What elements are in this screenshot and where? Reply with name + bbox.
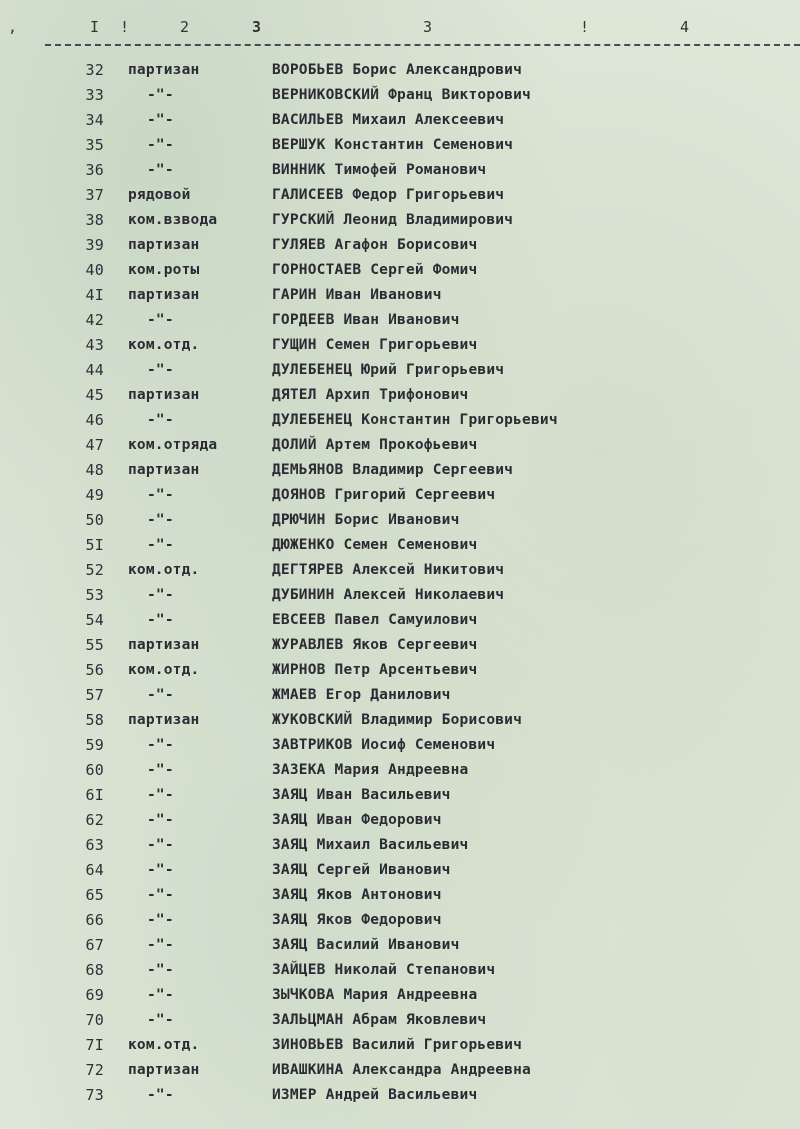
row-rank: ком.взвода [128, 212, 218, 228]
row-number: 45 [85, 386, 104, 404]
list-row [0, 983, 800, 1008]
row-rank: партизан [128, 1062, 200, 1078]
row-rank: -"- [147, 687, 174, 703]
list-row [0, 658, 800, 683]
row-full-name: ЗАЯЦ Яков Федорович [272, 912, 442, 928]
row-number: 70 [85, 1011, 104, 1029]
header-separator-3: ! [580, 18, 590, 36]
list-row [0, 383, 800, 408]
list-row [0, 233, 800, 258]
row-number: 68 [85, 961, 104, 979]
row-full-name: ЕВСЕЕВ Павел Самуилович [272, 612, 478, 628]
row-rank: -"- [147, 512, 174, 528]
list-row [0, 208, 800, 233]
row-number: 72 [85, 1061, 104, 1079]
list-row [0, 708, 800, 733]
row-number: 65 [85, 886, 104, 904]
row-rank: -"- [147, 362, 174, 378]
row-rank: -"- [147, 412, 174, 428]
list-row [0, 1083, 800, 1108]
header-separator-1: ! [120, 18, 130, 36]
list-row [0, 483, 800, 508]
list-row [0, 533, 800, 558]
row-full-name: ЖИРНОВ Петр Арсентьевич [272, 662, 478, 678]
row-number: 66 [85, 911, 104, 929]
row-full-name: ЗАЛЬЦМАН Абрам Яковлевич [272, 1012, 487, 1028]
row-full-name: ЗАЯЦ Яков Антонович [272, 887, 442, 903]
header-col-2: 2 [180, 18, 190, 36]
row-number: 48 [85, 461, 104, 479]
row-number: 37 [85, 186, 104, 204]
row-rank: -"- [147, 762, 174, 778]
list-row [0, 583, 800, 608]
row-full-name: ЖУРАВЛЕВ Яков Сергеевич [272, 637, 478, 653]
row-full-name: ЖУКОВСКИЙ Владимир Борисович [272, 712, 523, 728]
row-number: 47 [85, 436, 104, 454]
list-row [0, 833, 800, 858]
row-number: 44 [85, 361, 104, 379]
list-row [0, 408, 800, 433]
row-number: 60 [85, 761, 104, 779]
row-number: 32 [85, 61, 104, 79]
row-rank: -"- [147, 137, 174, 153]
row-rank: -"- [147, 837, 174, 853]
header-col-4: 4 [680, 18, 690, 36]
list-row [0, 358, 800, 383]
row-number: 57 [85, 686, 104, 704]
list-row [0, 1033, 800, 1058]
list-row [0, 333, 800, 358]
row-full-name: ЗАЯЦ Сергей Иванович [272, 862, 451, 878]
row-number: 7I [85, 1036, 104, 1054]
row-full-name: ЗАВТРИКОВ Иосиф Семенович [272, 737, 496, 753]
row-number: 73 [85, 1086, 104, 1104]
row-rank: -"- [147, 312, 174, 328]
list-row [0, 1008, 800, 1033]
row-full-name: ВЕРНИКОВСКИЙ Франц Викторович [272, 87, 531, 103]
row-full-name: ЗАЯЦ Иван Васильевич [272, 787, 451, 803]
row-rank: -"- [147, 112, 174, 128]
row-rank: -"- [147, 812, 174, 828]
list-row [0, 758, 800, 783]
row-rank: партизан [128, 62, 200, 78]
list-row [0, 858, 800, 883]
row-full-name: ДЮЖЕНКО Семен Семенович [272, 537, 478, 553]
row-number: 36 [85, 161, 104, 179]
row-rank: -"- [147, 1087, 174, 1103]
row-full-name: ЗАЙЦЕВ Николай Степанович [272, 962, 496, 978]
list-row [0, 633, 800, 658]
row-number: 42 [85, 311, 104, 329]
row-number: 54 [85, 611, 104, 629]
row-number: 43 [85, 336, 104, 354]
row-rank: -"- [147, 887, 174, 903]
list-row [0, 608, 800, 633]
list-row [0, 558, 800, 583]
row-rank: ком.отряда [128, 437, 218, 453]
list-row [0, 783, 800, 808]
row-rank: -"- [147, 962, 174, 978]
row-rank: -"- [147, 1012, 174, 1028]
row-number: 55 [85, 636, 104, 654]
row-full-name: ДРЮЧИН Борис Иванович [272, 512, 460, 528]
row-full-name: ДУЛЕБЕНЕЦ Константин Григорьевич [272, 412, 558, 428]
header-col-1: I [90, 18, 100, 36]
column-header [0, 0, 800, 50]
row-full-name: ГОРДЕЕВ Иван Иванович [272, 312, 460, 328]
row-rank: ком.роты [128, 262, 200, 278]
row-full-name: ЗАЗЕКА Мария Андреевна [272, 762, 469, 778]
row-full-name: ГУРСКИЙ Леонид Владимирович [272, 212, 514, 228]
row-number: 35 [85, 136, 104, 154]
row-full-name: ЗАЯЦ Василий Иванович [272, 937, 460, 953]
row-full-name: ГОРНОСТАЕВ Сергей Фомич [272, 262, 478, 278]
row-rank: -"- [147, 787, 174, 803]
list-row [0, 458, 800, 483]
row-rank: ком.отд. [128, 1037, 200, 1053]
list-row [0, 908, 800, 933]
row-full-name: ЗИНОВЬЕВ Василий Григорьевич [272, 1037, 523, 1053]
row-full-name: ВОРОБЬЕВ Борис Александрович [272, 62, 523, 78]
list-row [0, 283, 800, 308]
row-rank: -"- [147, 987, 174, 1003]
row-rank: -"- [147, 162, 174, 178]
row-number: 38 [85, 211, 104, 229]
list-row [0, 83, 800, 108]
header-mark: , [8, 18, 18, 36]
list-row [0, 808, 800, 833]
list-row [0, 258, 800, 283]
list-row [0, 158, 800, 183]
row-full-name: ГАЛИСЕЕВ Федор Григорьевич [272, 187, 505, 203]
list-row [0, 933, 800, 958]
row-full-name: ИЗМЕР Андрей Васильевич [272, 1087, 478, 1103]
list-row [0, 308, 800, 333]
row-rank: партизан [128, 287, 200, 303]
list-row [0, 683, 800, 708]
list-row [0, 183, 800, 208]
row-number: 52 [85, 561, 104, 579]
row-rank: -"- [147, 537, 174, 553]
row-rank: партизан [128, 637, 200, 653]
row-full-name: ВАСИЛЬЕВ Михаил Алексеевич [272, 112, 505, 128]
row-number: 6I [85, 786, 104, 804]
row-full-name: ЖМАЕВ Егор Данилович [272, 687, 451, 703]
list-row [0, 733, 800, 758]
row-number: 33 [85, 86, 104, 104]
row-full-name: ДУЛЕБЕНЕЦ Юрий Григорьевич [272, 362, 505, 378]
row-number: 67 [85, 936, 104, 954]
row-number: 59 [85, 736, 104, 754]
list-row [0, 958, 800, 983]
row-full-name: ДОЯНОВ Григорий Сергеевич [272, 487, 496, 503]
row-rank: партизан [128, 387, 200, 403]
row-rank: -"- [147, 737, 174, 753]
row-rank: -"- [147, 87, 174, 103]
row-number: 49 [85, 486, 104, 504]
row-full-name: ДЕГТЯРЕВ Алексей Никитович [272, 562, 505, 578]
row-number: 63 [85, 836, 104, 854]
row-full-name: ДОЛИЙ Артем Прокофьевич [272, 437, 478, 453]
personnel-list [0, 58, 800, 1108]
list-row [0, 58, 800, 83]
row-number: 39 [85, 236, 104, 254]
list-row [0, 433, 800, 458]
row-full-name: ГУЛЯЕВ Агафон Борисович [272, 237, 478, 253]
row-number: 64 [85, 861, 104, 879]
row-full-name: ИВАШКИНА Александра Андреевна [272, 1062, 531, 1078]
row-rank: -"- [147, 862, 174, 878]
row-full-name: ВЕРШУК Константин Семенович [272, 137, 514, 153]
row-number: 69 [85, 986, 104, 1004]
row-rank: ком.отд. [128, 562, 200, 578]
row-number: 62 [85, 811, 104, 829]
row-full-name: ГАРИН Иван Иванович [272, 287, 442, 303]
row-rank: партизан [128, 462, 200, 478]
row-full-name: ЗАЯЦ Иван Федорович [272, 812, 442, 828]
header-dashed-rule [45, 44, 800, 46]
row-full-name: ЗАЯЦ Михаил Васильевич [272, 837, 469, 853]
row-rank: -"- [147, 612, 174, 628]
row-number: 34 [85, 111, 104, 129]
row-rank: партизан [128, 712, 200, 728]
row-rank: партизан [128, 237, 200, 253]
row-full-name: ДЕМЬЯНОВ Владимир Сергеевич [272, 462, 514, 478]
list-row [0, 133, 800, 158]
row-number: 46 [85, 411, 104, 429]
row-rank: ком.отд. [128, 337, 200, 353]
list-row [0, 1058, 800, 1083]
row-full-name: ГУЩИН Семен Григорьевич [272, 337, 478, 353]
row-number: 53 [85, 586, 104, 604]
row-number: 56 [85, 661, 104, 679]
row-rank: -"- [147, 587, 174, 603]
row-full-name: ДЯТЕЛ Архип Трифонович [272, 387, 469, 403]
row-full-name: ЗЫЧКОВА Мария Андреевна [272, 987, 478, 1003]
row-full-name: ДУБИНИН Алексей Николаевич [272, 587, 505, 603]
row-number: 40 [85, 261, 104, 279]
list-row [0, 508, 800, 533]
row-rank: -"- [147, 912, 174, 928]
row-rank: -"- [147, 937, 174, 953]
row-rank: рядовой [128, 187, 191, 203]
row-full-name: ВИННИК Тимофей Романович [272, 162, 487, 178]
row-number: 4I [85, 286, 104, 304]
row-rank: -"- [147, 487, 174, 503]
list-row [0, 108, 800, 133]
row-number: 5I [85, 536, 104, 554]
list-row [0, 883, 800, 908]
row-rank: ком.отд. [128, 662, 200, 678]
row-number: 50 [85, 511, 104, 529]
header-col-3: 3 [423, 18, 433, 36]
row-number: 58 [85, 711, 104, 729]
header-separator-2: 3 [252, 18, 262, 36]
